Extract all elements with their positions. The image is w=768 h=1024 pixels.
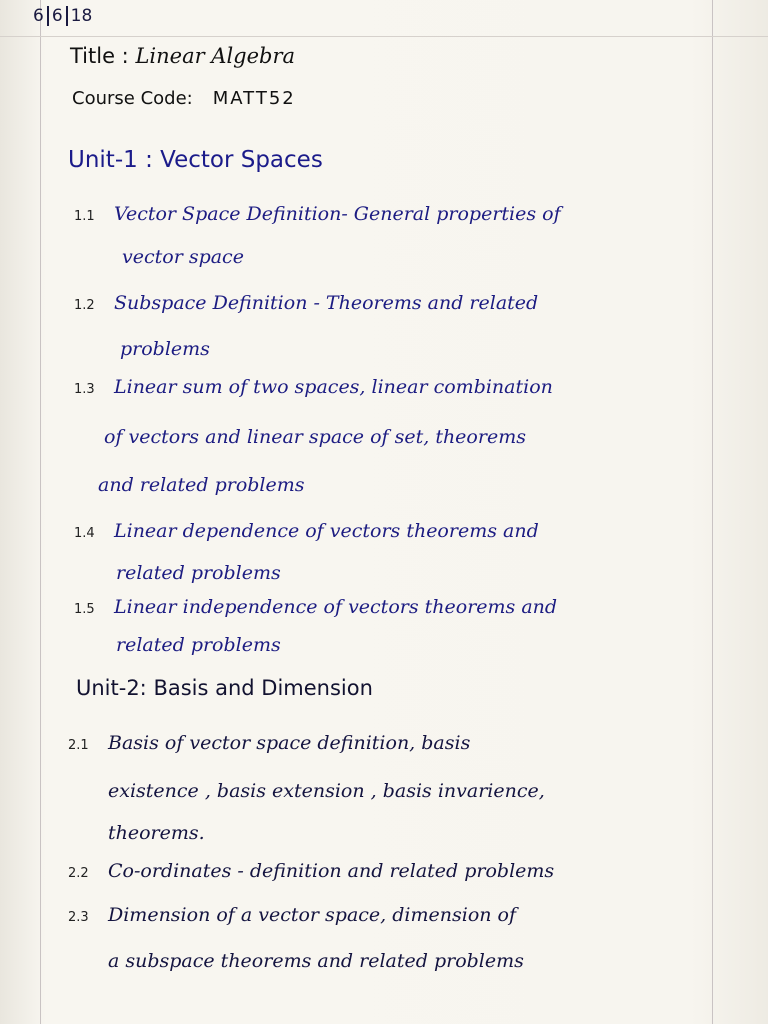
unit1-item-1-3-cont1: of vectors and linear space of set, theorems bbox=[104, 426, 526, 448]
item-text: Dimension of a vector space, dimension of bbox=[108, 904, 516, 926]
unit1-heading: Unit-1 : Vector Spaces bbox=[68, 147, 323, 173]
unit1-item-1-1-cont: vector space bbox=[122, 246, 244, 268]
unit2-item-2-3 bbox=[68, 904, 516, 926]
top-rule bbox=[0, 36, 768, 37]
unit2-item-2-1 bbox=[68, 732, 470, 754]
item-number: 1.4 bbox=[74, 526, 95, 541]
item-number: 2.3 bbox=[68, 910, 89, 925]
unit1-item-1-5-cont: related problems bbox=[116, 634, 281, 656]
course-code-line bbox=[72, 88, 296, 109]
date-year: 18 bbox=[66, 6, 96, 26]
item-text: Linear dependence of vectors theorems and bbox=[114, 520, 539, 542]
item-text: Subspace Definition - Theorems and related bbox=[114, 292, 539, 314]
left-margin-line bbox=[40, 0, 41, 1024]
unit1-item-1-3 bbox=[74, 376, 553, 398]
unit1-item-1-4-cont: related problems bbox=[116, 562, 281, 584]
course-code-label: Course Code: bbox=[72, 88, 193, 109]
item-number: 2.2 bbox=[68, 866, 89, 881]
title-line bbox=[70, 44, 295, 68]
item-text: Linear sum of two spaces, linear combination bbox=[114, 376, 553, 398]
title-label: Title : bbox=[70, 44, 129, 68]
date-day: 6 bbox=[33, 6, 44, 26]
unit2-heading: Unit-2: Basis and Dimension bbox=[76, 676, 373, 700]
unit1-item-1-1 bbox=[74, 203, 561, 225]
title-value: Linear Algebra bbox=[135, 44, 296, 68]
date-month: 6 bbox=[47, 6, 66, 26]
item-number: 2.1 bbox=[68, 738, 89, 753]
unit1-item-1-4 bbox=[74, 520, 539, 542]
item-text: Linear independence of vectors theorems and bbox=[114, 596, 558, 618]
unit2-item-2-1-cont2: theorems. bbox=[108, 822, 205, 844]
item-text: Basis of vector space definition, basis bbox=[108, 732, 471, 754]
unit2-item-2-1-cont1: existence , basis extension , basis invarience, bbox=[108, 780, 545, 802]
unit2-item-2-3-cont: a subspace theorems and related problems bbox=[108, 950, 524, 972]
right-margin-line bbox=[712, 0, 713, 1024]
unit2-item-2-2 bbox=[68, 860, 554, 882]
item-number: 1.1 bbox=[74, 209, 95, 224]
date bbox=[30, 6, 95, 26]
course-code-value: MATT52 bbox=[212, 88, 296, 109]
item-number: 1.2 bbox=[74, 298, 95, 313]
item-text: Vector Space Definition- General properties of bbox=[114, 203, 561, 225]
item-number: 1.5 bbox=[74, 602, 95, 617]
unit1-item-1-3-cont2: and related problems bbox=[98, 474, 305, 496]
unit1-item-1-2-cont: problems bbox=[120, 338, 210, 360]
item-number: 1.3 bbox=[74, 382, 95, 397]
item-text: Co-ordinates - definition and related problems bbox=[108, 860, 555, 882]
unit1-item-1-5 bbox=[74, 596, 557, 618]
unit1-item-1-2 bbox=[74, 292, 538, 314]
